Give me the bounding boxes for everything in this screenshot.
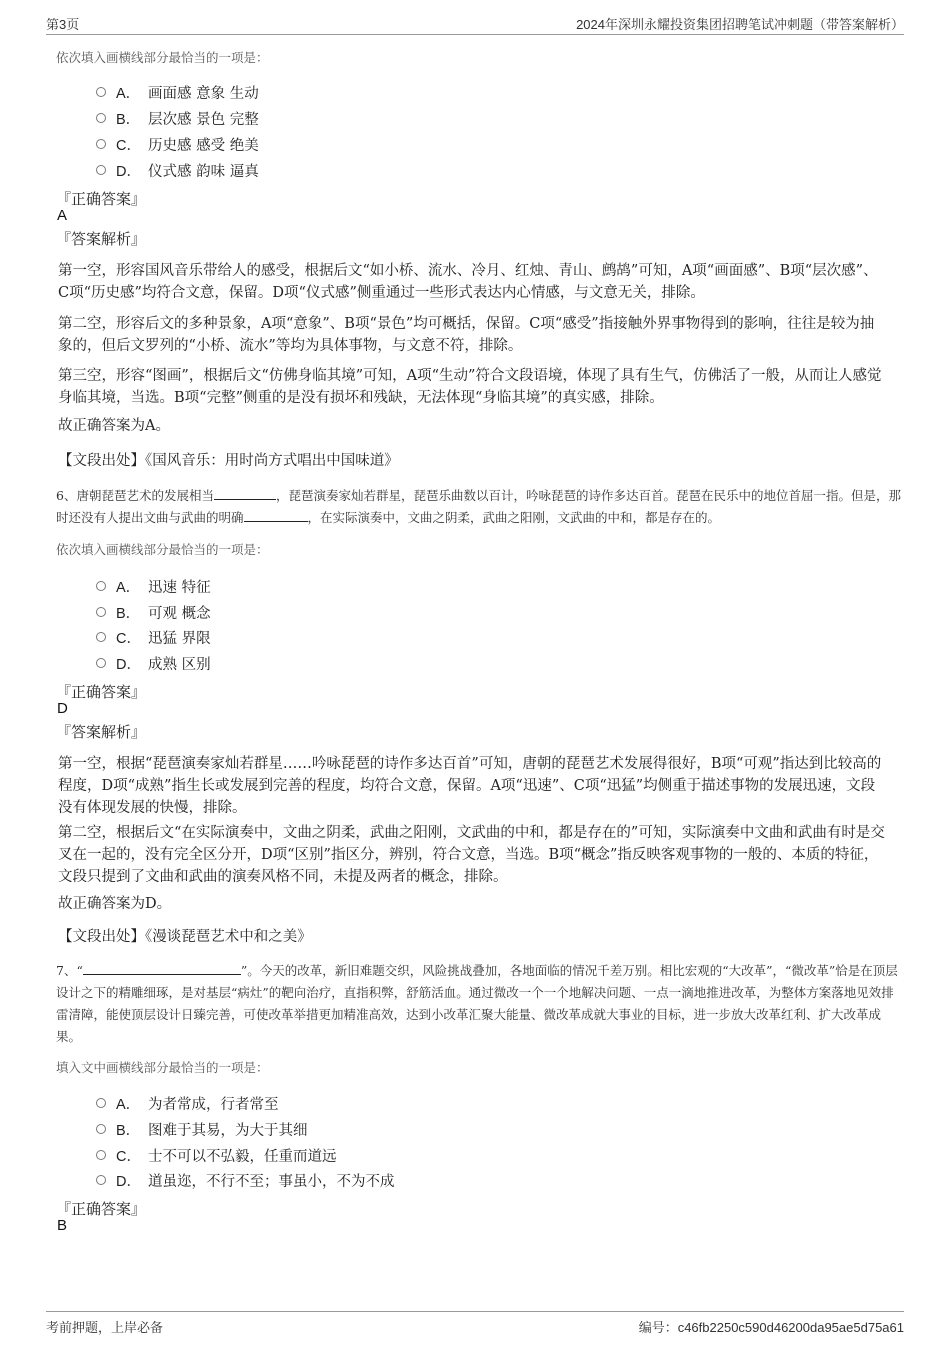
q6-analysis-para-1: 第一空，根据“琵琶演奏家灿若群星……吟咏琵琶的诗作多达百首”可知，唐朝的琵琶艺术发展得很好，B项“可观”指达到比较高的程度，D项“成熟”指生长或发展到完善的程度，均符合文意，保留。A项“迅速”、C项“迅猛”均侧重于描述事物的发展迅速，文段没有体现发展的快慢，排除。 xyxy=(58,756,882,816)
q5-analysis-para-2: 第二空，形容后文的多种景象，A项“意象”、B项“景色”均可概括，保留。C项“感受”指接触外界事物得到的影响，往往是较为抽象的，但后文罗列的“小桥、流水”等均为具体事物，与文意不符，排除。 xyxy=(58,316,875,354)
page-header xyxy=(46,12,904,35)
document-id: 编号：c46fb2250c590d46200da95ae5d75a61 xyxy=(638,1320,904,1335)
footer-slogan: 考前押题，上岸必备 xyxy=(46,1321,164,1336)
radio-icon[interactable] xyxy=(96,139,106,149)
q6-question-text: 6、唐朝琵琶艺术的发展相当 ，琵琶演奏家灿若群星，琵琶乐曲数以百计，吟咏琵琶的诗作多达百首。琵琶在民乐中的地位首屈一指。但是，那时还没有人提出文曲与武曲的明确 ，在实际演奏中，文曲之阴柔，武曲之阳刚，文武曲的中和，都是存在的。 xyxy=(56,488,901,525)
radio-icon[interactable] xyxy=(96,165,106,175)
q7-answer: B xyxy=(57,1217,68,1234)
radio-icon[interactable] xyxy=(96,607,106,617)
q5-answer: A xyxy=(57,207,68,224)
q5-option-b[interactable]: B． 层次感 景色 完整 xyxy=(96,108,259,129)
q5-option-a[interactable]: A． 画面感 意象 生动 xyxy=(96,82,259,103)
q5-option-d[interactable]: D． 仪式感 韵味 逼真 xyxy=(96,160,259,181)
q5-prompt: 依次填入画横线部分最恰当的一项是： xyxy=(56,50,269,65)
radio-icon[interactable] xyxy=(96,1175,106,1185)
q5-option-c[interactable]: C． 历史感 感受 绝美 xyxy=(96,134,259,155)
radio-icon[interactable] xyxy=(96,658,106,668)
q6-prompt: 依次填入画横线部分最恰当的一项是： xyxy=(56,542,269,557)
q5-analysis-para-3: 第三空，形容“图画”，根据后文“仿佛身临其境”可知，A项“生动”符合文段语境，体现了具有生气，仿佛活了一般，从而让人感觉身临其境，当选。B项“完整”侧重的是没有损坏和残缺，无法体现“身临其境”的真实感，排除。 xyxy=(58,368,882,406)
q6-answer-label: 『正确答案』 xyxy=(56,683,147,701)
blank-line xyxy=(214,486,276,500)
q6-option-d[interactable]: D． 成熟 区别 xyxy=(96,653,211,674)
document-title: 2024年深圳永耀投资集团招聘笔试冲刺题（带答案解析） xyxy=(576,17,904,32)
q7-question-text: 7、“ ”。今天的改革，新旧难题交织，风险挑战叠加，各地面临的情况千差万别。相比宏观的“大改革”，“微改革”恰是在顶层设计之下的精雕细琢，是对基层“病灶”的靶向治疗，直指积弊，舒筋活血。通过微改一个一个地解决问题、一点一滴地推进改革，为整体方案落地见效排雷清障，能使顶层设计日臻完善，可使改革举措更加精准高效，达到小改革汇聚大能量、微改革成就大事业的目标，进一步放大改革红利、扩大改革成果。 xyxy=(56,963,898,1044)
radio-icon[interactable] xyxy=(96,113,106,123)
q6-option-a[interactable]: A． 迅速 特征 xyxy=(96,576,211,597)
q7-option-a[interactable]: A． 为者常成，行者常至 xyxy=(96,1093,279,1114)
q6-source: 【文段出处】《漫谈琵琶艺术中和之美》 xyxy=(58,929,312,945)
q5-source: 【文段出处】《国风音乐：用时尚方式唱出中国味道》 xyxy=(58,453,399,469)
q6-option-c[interactable]: C． 迅猛 界限 xyxy=(96,627,211,648)
blank-line xyxy=(83,961,241,975)
q7-option-c[interactable]: C． 士不可以不弘毅，任重而道远 xyxy=(96,1145,337,1166)
q5-answer-label: 『正确答案』 xyxy=(56,190,147,208)
q7-option-d[interactable]: D． 道虽迩，不行不至；事虽小，不为不成 xyxy=(96,1170,395,1191)
page-number: 第3页 xyxy=(46,17,80,32)
radio-icon[interactable] xyxy=(96,632,106,642)
q5-analysis-label: 『答案解析』 xyxy=(56,230,147,248)
blank-line xyxy=(244,508,308,522)
q7-option-b[interactable]: B． 图难于其易，为大于其细 xyxy=(96,1119,308,1140)
radio-icon[interactable] xyxy=(96,1124,106,1134)
q6-analysis-label: 『答案解析』 xyxy=(56,723,147,741)
q6-option-b[interactable]: B． 可观 概念 xyxy=(96,602,211,623)
q6-analysis-para-2: 第二空，根据后文“在实际演奏中，文曲之阴柔，武曲之阳刚，文武曲的中和，都是存在的”可知，实际演奏中文曲和武曲有时是交叉在一起的，没有完全区分开，D项“区别”指区分，辨别，符合文意，当选。B项“概念”指反映客观事物的一般的、本质的特征，文段只提到了文曲和武曲的演奏风格不同，未提及两者的概念，排除。 xyxy=(58,825,885,885)
radio-icon[interactable] xyxy=(96,87,106,97)
radio-icon[interactable] xyxy=(96,1098,106,1108)
q7-answer-label: 『正确答案』 xyxy=(56,1200,147,1218)
q7-prompt: 填入文中画横线部分最恰当的一项是： xyxy=(56,1060,269,1075)
page-footer xyxy=(46,1311,904,1336)
q6-answer: D xyxy=(57,700,68,717)
q6-conclusion: 故正确答案为D。 xyxy=(58,896,172,912)
q5-conclusion: 故正确答案为A。 xyxy=(58,418,170,434)
radio-icon[interactable] xyxy=(96,581,106,591)
q5-analysis-para-1: 第一空，形容国风音乐带给人的感受，根据后文“如小桥、流水、冷月、红烛、青山、鹧鸪”可知，A项“画面感”、B项“层次感”、C项“历史感”均符合文意，保留。D项“仪式感”侧重通过一些形式表达内心情感，与文意无关，排除。 xyxy=(58,263,878,301)
radio-icon[interactable] xyxy=(96,1150,106,1160)
